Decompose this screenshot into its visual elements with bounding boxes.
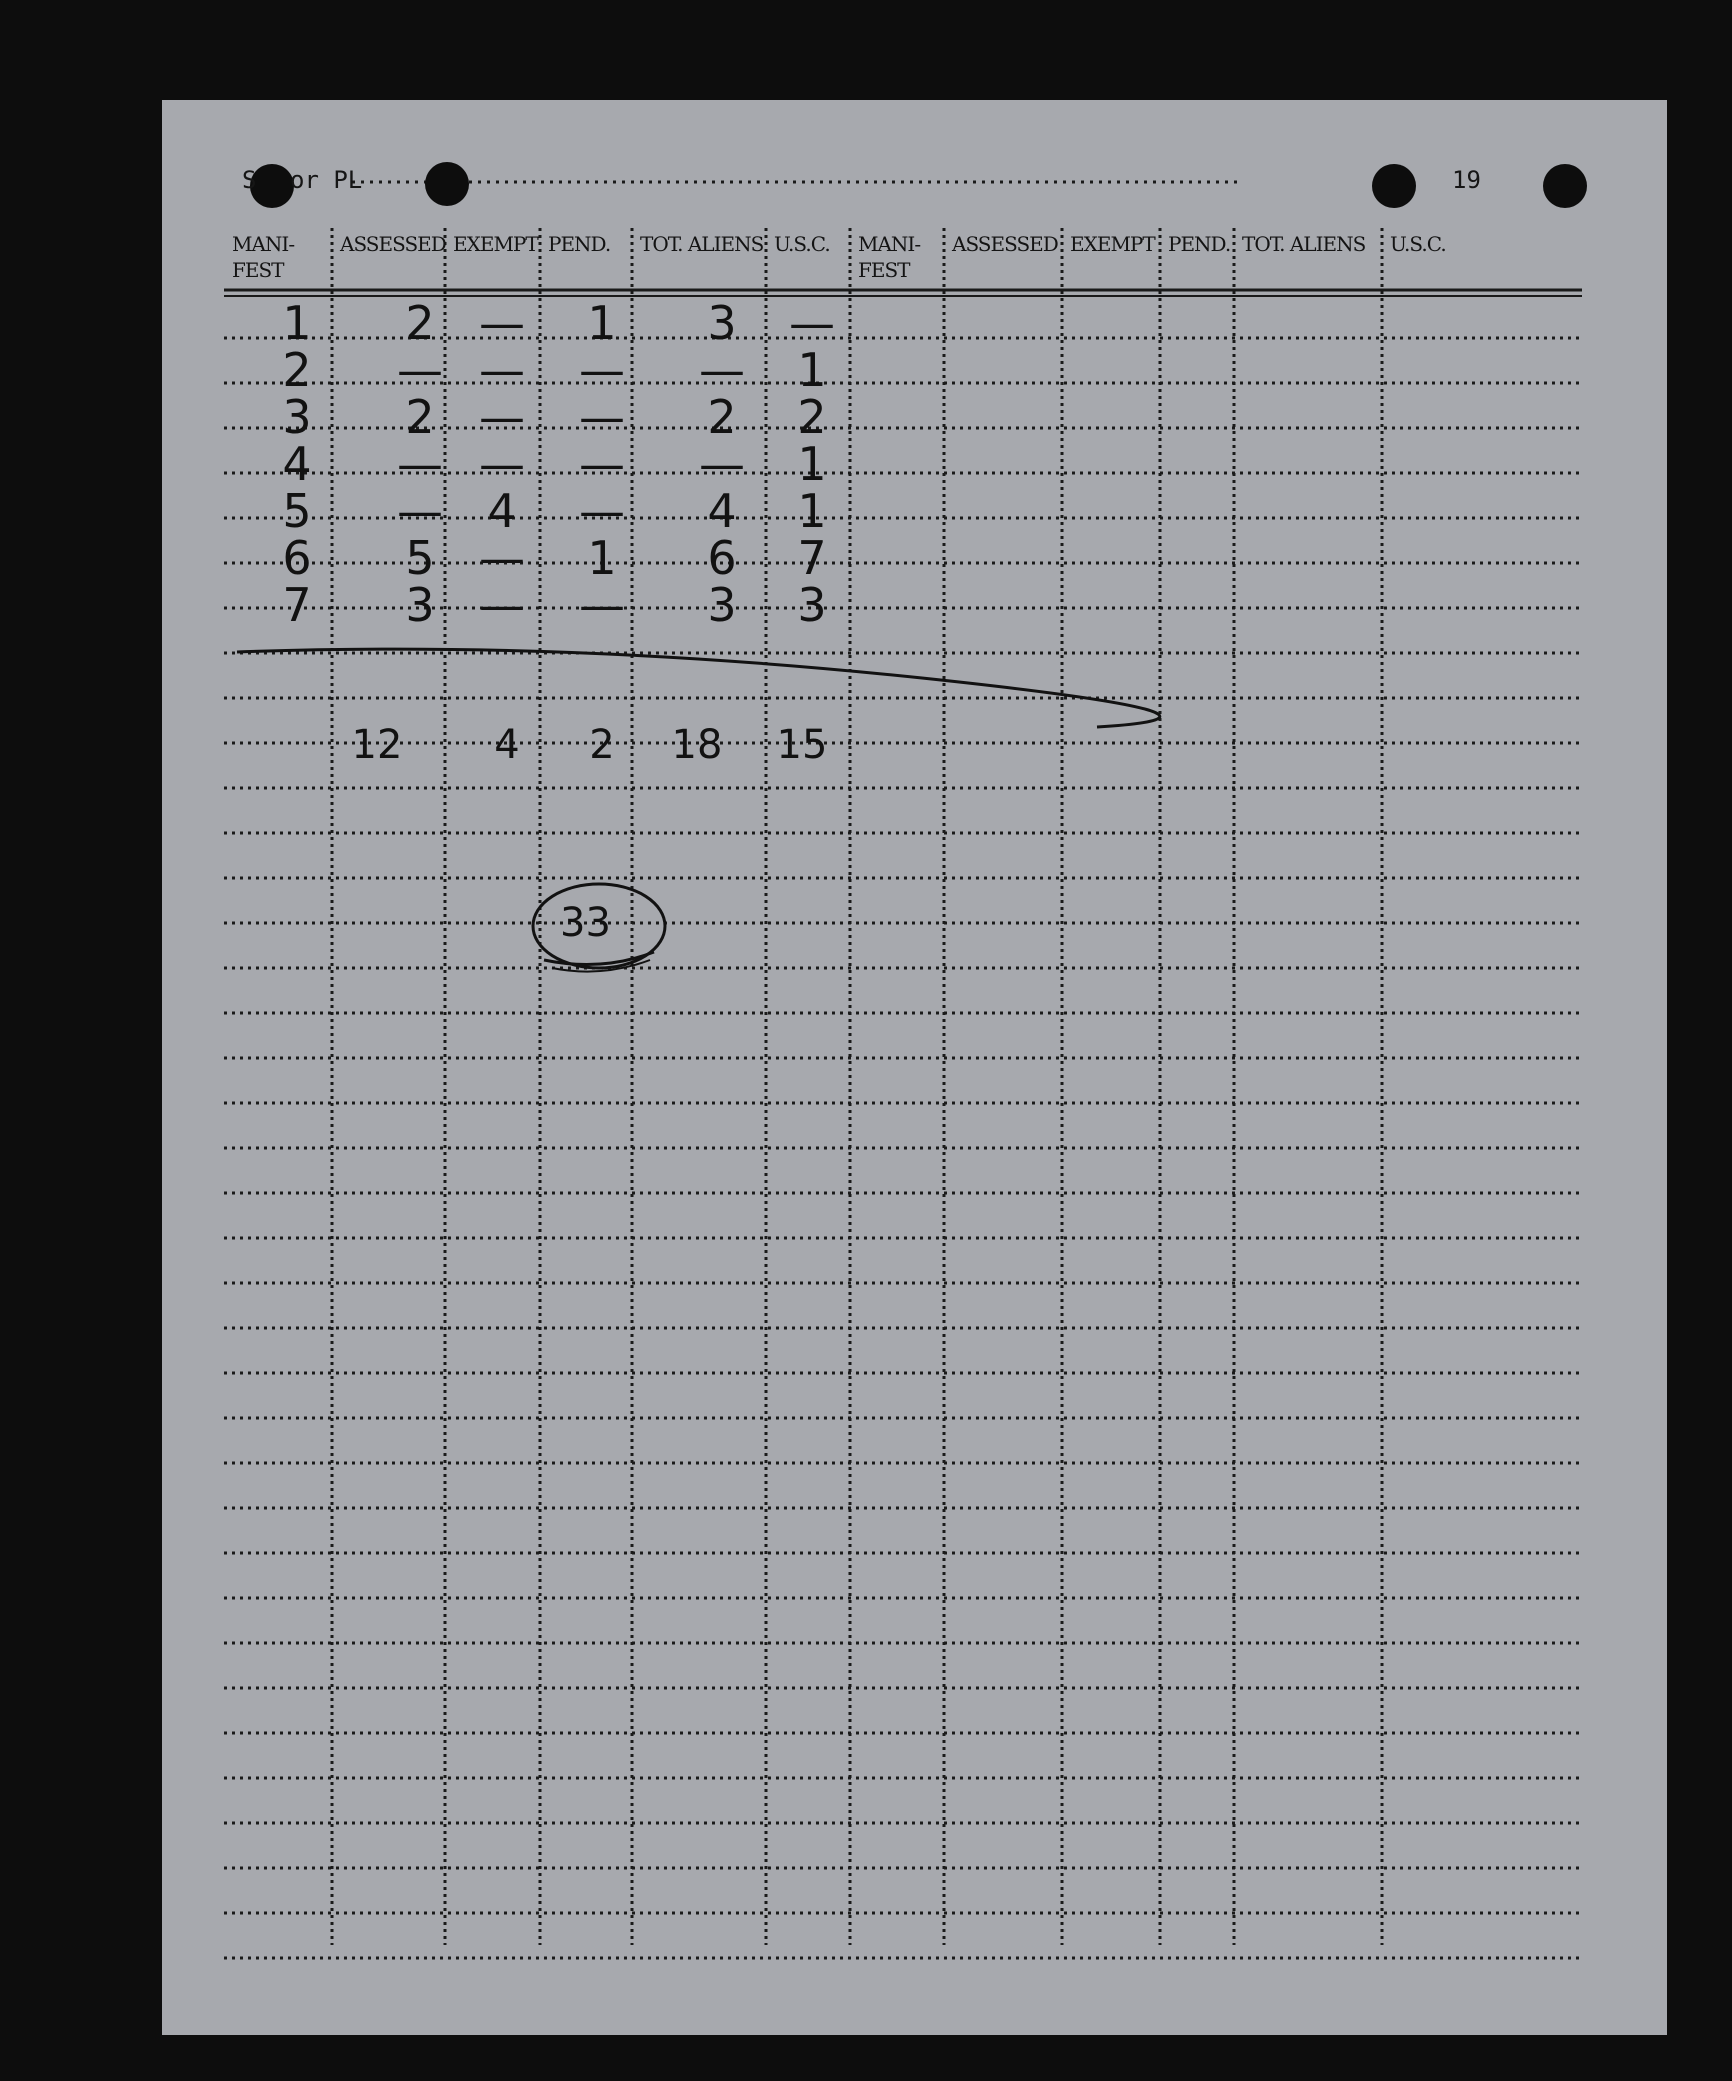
cell-usc: 1 [797, 484, 827, 538]
cell-assessed: 3 [405, 578, 435, 632]
cell-exempt: — [479, 296, 525, 350]
total-assessed: 12 [351, 722, 403, 768]
column-header: U.S.C. [774, 232, 830, 256]
cell-pend: — [579, 390, 625, 444]
punch-hole [250, 164, 294, 208]
cell-assessed: — [397, 437, 443, 491]
cell-tot-aliens: — [699, 343, 745, 397]
column-header-line2: FEST [232, 258, 284, 282]
cell-usc: 1 [797, 343, 827, 397]
total-usc: 15 [776, 722, 828, 768]
cell-exempt: 4 [487, 484, 517, 538]
cell-manifest: 4 [282, 437, 312, 491]
column-header: PEND. [1168, 232, 1231, 256]
cell-assessed: 5 [405, 531, 435, 585]
cell-manifest: 7 [282, 578, 312, 632]
cell-exempt: — [479, 578, 525, 632]
cell-pend: — [579, 484, 625, 538]
cell-assessed: 2 [405, 390, 435, 444]
cell-manifest: 5 [282, 484, 312, 538]
cell-manifest: 3 [282, 390, 312, 444]
cell-assessed: 2 [405, 296, 435, 350]
column-header: ASSESSED [340, 232, 446, 256]
punch-hole [425, 162, 469, 206]
total-tot-aliens: 18 [671, 722, 723, 768]
form-grid [162, 100, 1667, 2035]
cell-usc: 1 [797, 437, 827, 491]
year-label: 19 [1452, 166, 1481, 194]
cell-usc: 7 [797, 531, 827, 585]
cell-exempt: — [479, 437, 525, 491]
cell-pend: — [579, 578, 625, 632]
cell-exempt: — [479, 390, 525, 444]
cell-manifest: 2 [282, 343, 312, 397]
cell-manifest: 1 [282, 296, 312, 350]
cell-tot-aliens: — [699, 437, 745, 491]
column-header: U.S.C. [1390, 232, 1446, 256]
column-header: MANI- [858, 232, 921, 256]
total-underline [544, 952, 654, 965]
cell-tot-aliens: 2 [707, 390, 737, 444]
cell-pend: — [579, 437, 625, 491]
grand-total: 33 [560, 900, 611, 946]
cell-tot-aliens: 3 [707, 578, 737, 632]
total-exempt: 4 [494, 722, 520, 768]
form-sheet [162, 100, 1667, 2035]
punch-hole [1543, 164, 1587, 208]
cell-pend: 1 [587, 296, 617, 350]
column-header: EXEMPT [1070, 232, 1155, 256]
punch-hole [1372, 164, 1416, 208]
cell-usc: 2 [797, 390, 827, 444]
header-left-label: S [242, 166, 257, 194]
column-header: EXEMPT [453, 232, 538, 256]
cell-assessed: — [397, 484, 443, 538]
cell-usc: 3 [797, 578, 827, 632]
cell-manifest: 6 [282, 531, 312, 585]
cell-tot-aliens: 3 [707, 296, 737, 350]
cell-assessed: — [397, 343, 443, 397]
cell-pend: — [579, 343, 625, 397]
cell-tot-aliens: 4 [707, 484, 737, 538]
port-label: or PL [290, 166, 363, 194]
column-header: ASSESSED [952, 232, 1058, 256]
sum-rule [237, 649, 1160, 727]
column-header: TOT. ALIENS [640, 232, 764, 256]
cell-exempt: — [479, 343, 525, 397]
column-header: MANI- [232, 232, 295, 256]
cell-pend: 1 [587, 531, 617, 585]
cell-usc: — [789, 296, 835, 350]
cell-exempt: — [479, 531, 525, 585]
total-pend: 2 [589, 722, 615, 768]
column-header-line2: FEST [858, 258, 910, 282]
cell-tot-aliens: 6 [707, 531, 737, 585]
column-header: TOT. ALIENS [1242, 232, 1366, 256]
column-header: PEND. [548, 232, 611, 256]
